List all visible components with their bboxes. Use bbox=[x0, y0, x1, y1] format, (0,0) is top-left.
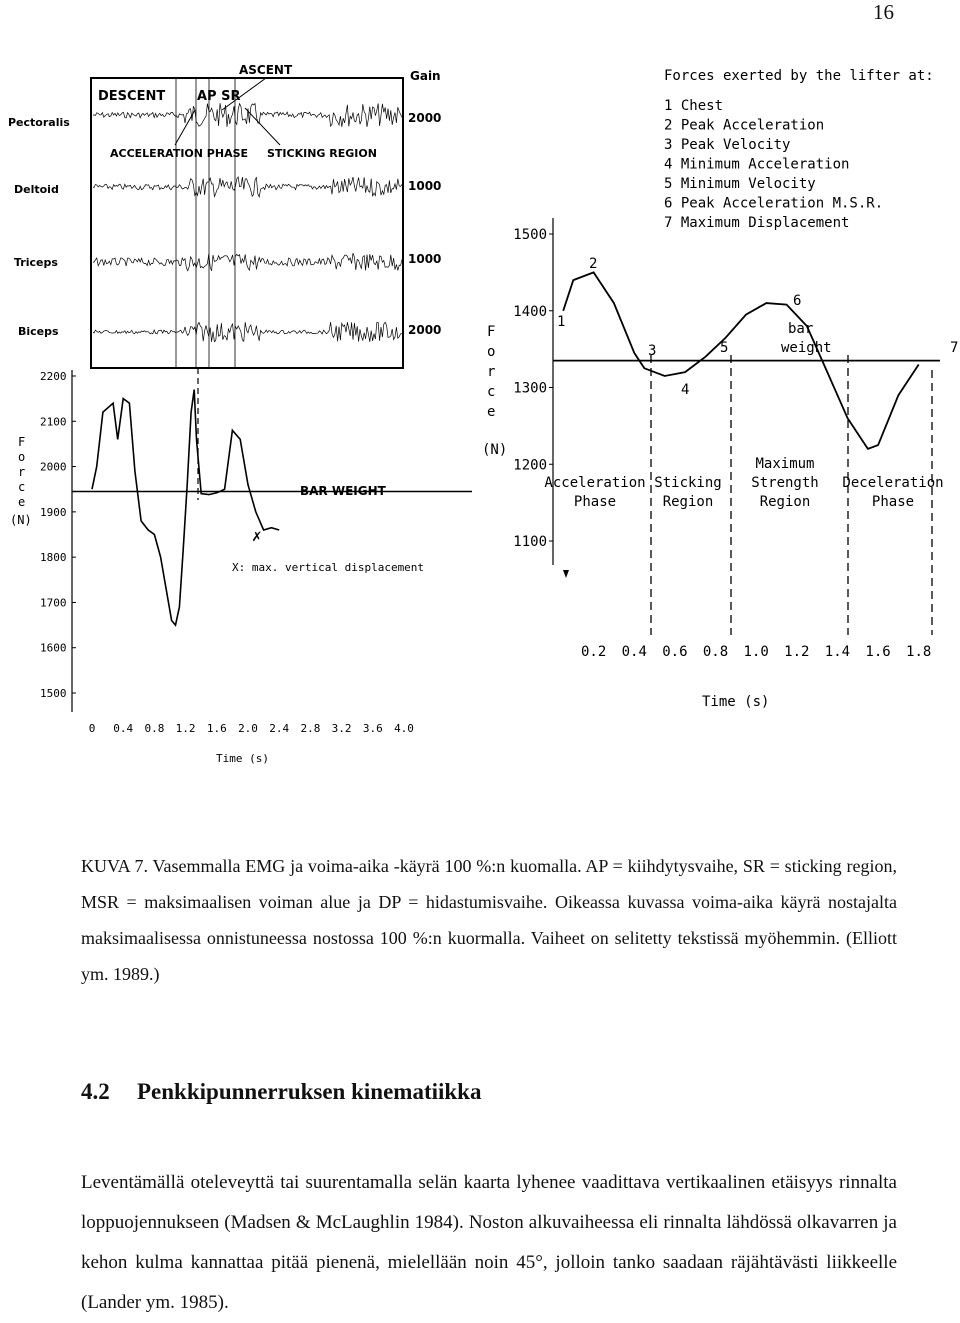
legend-item: 6 Peak Acceleration M.S.R. bbox=[664, 195, 884, 212]
left-y-tick-label: 1700 bbox=[40, 596, 67, 610]
point-5: 5 bbox=[720, 340, 729, 356]
point-6: 6 bbox=[793, 293, 802, 309]
right-y-ticks bbox=[513, 227, 553, 550]
right-x-tick-label: 0.8 bbox=[702, 644, 729, 660]
phase-labels bbox=[544, 456, 943, 510]
right-x-tick-label: 0.4 bbox=[621, 644, 647, 660]
right-y-tick-label: 1500 bbox=[513, 227, 547, 243]
legend-item: 4 Minimum Acceleration bbox=[664, 156, 850, 173]
left-x-tick-label: 1.6 bbox=[206, 722, 227, 735]
legend-title: Forces exerted by the lifter at: bbox=[664, 68, 934, 84]
gain-pectoralis: 2000 bbox=[408, 111, 442, 125]
left-x-tick-label: 2.4 bbox=[269, 722, 290, 735]
right-ylabel-f: F bbox=[487, 324, 496, 340]
point-2: 2 bbox=[589, 256, 598, 272]
left-force-curve bbox=[92, 390, 279, 625]
point-7: 7 bbox=[950, 340, 959, 356]
sticking-region-label: STICKING REGION bbox=[267, 147, 377, 160]
left-ylabel-c: c bbox=[18, 480, 26, 494]
left-x-tick-label: 2.0 bbox=[238, 722, 258, 735]
left-ylabel-e: e bbox=[18, 495, 26, 509]
point-3: 3 bbox=[648, 343, 657, 359]
max-displacement-marker: ✗ bbox=[252, 526, 262, 545]
right-x-tick-label: 1.0 bbox=[743, 644, 769, 660]
right-y-tick-label: 1400 bbox=[513, 303, 547, 320]
right-x-axis-label: Time (s) bbox=[702, 694, 770, 710]
acceleration-phase-label: ACCELERATION PHASE bbox=[110, 147, 249, 160]
left-x-tick-label: 1.2 bbox=[175, 722, 196, 735]
left-y-tick-label: 2100 bbox=[40, 415, 67, 429]
right-x-tick-label: 1.6 bbox=[865, 644, 891, 660]
right-ylabel-o: o bbox=[487, 344, 496, 360]
bar-weight-text-1: bar bbox=[788, 321, 814, 337]
ap-pointer bbox=[175, 110, 195, 145]
right-panel bbox=[482, 68, 958, 710]
marker-note: X: max. vertical displacement bbox=[232, 561, 425, 574]
bar-weight-label: BAR WEIGHT bbox=[300, 484, 386, 498]
gain-triceps: 1000 bbox=[408, 252, 442, 266]
section-number: 4.2 bbox=[81, 1079, 110, 1104]
legend-items bbox=[664, 98, 883, 231]
right-x-tick-label: 0.2 bbox=[580, 644, 607, 660]
left-ylabel-unit: (N) bbox=[10, 513, 32, 527]
phase-4-line1: Deceleration bbox=[842, 475, 944, 491]
section-heading bbox=[81, 1079, 481, 1105]
legend-item: 2 Peak Acceleration bbox=[664, 117, 825, 134]
phase-2-line1: Sticking bbox=[654, 475, 722, 491]
right-x-tick-label: 1.2 bbox=[784, 644, 810, 660]
legend-item: 7 Maximum Displacement bbox=[664, 215, 850, 231]
emg-traces bbox=[93, 103, 402, 342]
right-x-tick-label: 0.6 bbox=[662, 644, 688, 660]
right-ylabel-unit: (N) bbox=[482, 442, 508, 458]
phase-3-line2: Strength bbox=[751, 475, 819, 491]
page-number: 16 bbox=[873, 0, 894, 24]
gain-biceps: 2000 bbox=[408, 323, 442, 337]
legend-item: 5 Minimum Velocity bbox=[664, 176, 816, 192]
left-y-tick-label: 1600 bbox=[40, 641, 67, 655]
ap-sr-label: AP SR bbox=[197, 89, 241, 104]
left-x-tick-label: 0.8 bbox=[144, 722, 165, 735]
phase-4-line2: Phase bbox=[871, 494, 915, 510]
start-marker bbox=[563, 570, 569, 578]
left-x-ticks bbox=[89, 722, 414, 735]
section-title: Penkkipunnerruksen kinematiikka bbox=[137, 1079, 482, 1104]
right-y-tick-label: 1100 bbox=[513, 534, 547, 550]
right-x-ticks bbox=[581, 644, 931, 660]
left-y-tick-label: 2000 bbox=[40, 460, 67, 474]
right-y-tick-label: 1200 bbox=[513, 457, 547, 474]
left-x-tick-label: 4.0 bbox=[394, 722, 414, 735]
point-1: 1 bbox=[557, 314, 566, 330]
right-x-tick-label: 1.4 bbox=[824, 644, 851, 660]
channel-biceps: Biceps bbox=[18, 325, 59, 338]
figure bbox=[0, 55, 960, 785]
channel-pectoralis: Pectoralis bbox=[8, 116, 70, 129]
left-ylabel-r: r bbox=[18, 465, 26, 479]
left-ylabel-o: o bbox=[18, 450, 26, 464]
left-panel bbox=[8, 63, 472, 765]
channel-deltoid: Deltoid bbox=[14, 183, 59, 196]
left-y-ticks bbox=[40, 370, 76, 700]
legend-item: 1 Chest bbox=[664, 98, 724, 114]
right-ylabel-c: c bbox=[487, 384, 496, 400]
right-ylabel-e: e bbox=[487, 404, 496, 420]
emg-trace-deltoid bbox=[93, 177, 402, 197]
left-y-tick-label: 2200 bbox=[40, 370, 67, 383]
left-ylabel-f: F bbox=[18, 435, 26, 449]
gain-deltoid: 1000 bbox=[408, 179, 442, 193]
descent-label: DESCENT bbox=[98, 89, 166, 104]
ascent-label: ASCENT bbox=[239, 63, 293, 77]
left-y-tick-label: 1900 bbox=[40, 505, 67, 519]
gain-label: Gain bbox=[410, 69, 441, 83]
phase-1-line1: Acceleration bbox=[544, 475, 646, 491]
left-y-axis-label bbox=[10, 435, 32, 527]
right-y-axis-label bbox=[482, 324, 507, 458]
phase-2-line2: Region bbox=[662, 494, 714, 510]
channel-triceps: Triceps bbox=[14, 256, 58, 269]
figure-caption: KUVA 7. Vasemmalla EMG ja voima-aika -käyrä 100 %:n kuomalla. AP = kiihdytysvaihe, SR = sticking region, MSR = maksimaalisen voiman alue ja DP = hidastumisvaihe. Oikeassa kuvassa voima-aika käyrä nostajalta maksimaalisessa onnistuneessa nostossa 100 %:n kuormalla. Vaiheet on selitetty tekstissä myöhemmin. (Elliott ym. 1989.) bbox=[81, 856, 897, 984]
legend-item: 3 Peak Velocity bbox=[664, 137, 791, 153]
phase-3-line1: Maximum bbox=[755, 456, 815, 472]
left-x-tick-label: 2.8 bbox=[300, 722, 321, 735]
body-paragraph: Leventämällä oteleveyttä tai suurentamalla selän kaarta lyhenee vaadittava vertikaalinen etäisyys rinnalta loppuojennukseen (Madsen & McLaughlin 1984). Noston alkuvaiheessa eli rinnalta lähdössä olkavarren ja kehon kulma kannattaa pitää pienenä, mielellään noin 45°, jolloin tanko saadaan räjähtävästi liikkeelle (Lander ym. 1985). bbox=[81, 1172, 897, 1313]
left-x-axis-label: Time (s) bbox=[216, 752, 269, 765]
point-4: 4 bbox=[681, 382, 690, 398]
right-x-tick-label: 1.8 bbox=[906, 644, 932, 660]
left-y-tick-label: 1800 bbox=[40, 551, 67, 565]
right-ylabel-r: r bbox=[487, 364, 496, 380]
emg-trace-pectoralis bbox=[93, 103, 402, 127]
right-y-tick-label: 1300 bbox=[513, 380, 547, 397]
phase-1-line2: Phase bbox=[573, 494, 617, 510]
phase-3-line3: Region bbox=[759, 494, 811, 510]
emg-trace-biceps bbox=[93, 322, 402, 342]
left-x-tick-label: 0 bbox=[88, 722, 96, 735]
bar-weight-text-2: weight bbox=[781, 340, 832, 356]
left-x-tick-label: 0.4 bbox=[113, 722, 134, 735]
point-labels bbox=[557, 256, 958, 398]
left-x-tick-label: 3.6 bbox=[362, 722, 383, 735]
left-y-tick-label: 1500 bbox=[40, 687, 67, 700]
emg-trace-triceps bbox=[93, 253, 402, 271]
left-x-tick-label: 3.2 bbox=[331, 722, 352, 735]
